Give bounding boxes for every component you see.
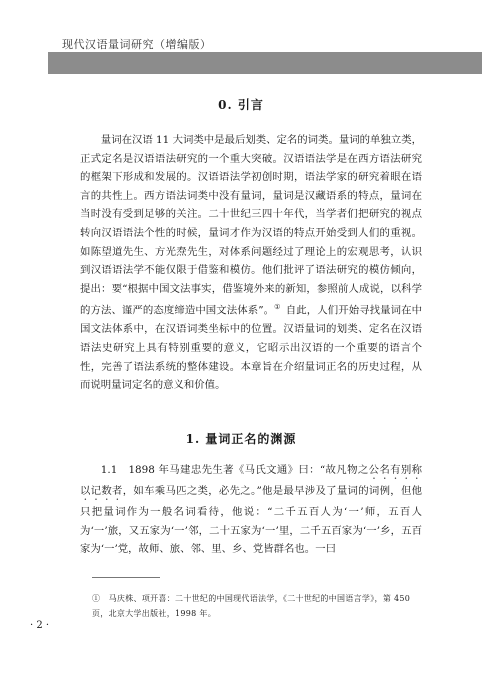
footnote-text: 马庆株、项开喜：二十世纪的中国现代语法学，《二十世纪的中国语言学》，第 450 页，北京大学出版社，1998 年。 — [92, 594, 411, 618]
origin-text-part2: ，如车乘马匹之类，必先之。”他是最早涉及了量词的词例，但他只把量词作为一般名词看待，他说：“二千五百人为‘一’师，五百人为‘一’旅，又五家为‘一’邻，二十五家为‘一’里，二千五百家为‘一’乡，五百家为‘一’党，故师、旅、邻、里、乡、党皆群名也。一曰 — [80, 485, 423, 556]
header-bar — [48, 52, 482, 74]
footnote — [92, 591, 422, 621]
intro-text-part1: 量词在汉语 11 大词类中是最后划类、定名的词类。量词的单独立类，正式定名是汉语语法研究的一个重大突破。汉语语法学是在西方语法研究的框架下形成和发展的。汉语语法学初创时期，语法学家的研究着眼在语言的共性上。西方语法词类中没有量词，量词是汉藏语系的特点，量词在当时没有受到足够的关注。二十世纪三四十年代，当学者们把研究的视点转向汉语语法个性的时候，量词才作为汉语的特点开始受到人们的重视。如陈望道先生、方光焘先生，对体系问题经过了理论上的宏观思考，认识到汉语语法学不能仅限于借鉴和模仿。他们批评了语法研究的模仿倾向，提出：要“根据中国文法事实，借鉴境外来的新知，参照前人成说，以科学的方法、谨严的态度缔造中国文法体系”。 — [80, 134, 422, 317]
footnote-reference-mark: ① — [274, 303, 281, 312]
section-heading-origin: 1. 量词正名的渊源 — [185, 432, 297, 446]
footnote-divider — [92, 577, 160, 578]
page-number: · 2 · — [30, 620, 50, 631]
introduction-paragraph — [80, 131, 422, 395]
emphasized-quote: 公名有别称以记数者 — [80, 464, 422, 497]
running-header-title: 现代汉语量词研究（增编版） — [62, 38, 212, 51]
section-heading-introduction: 0. 引言 — [218, 98, 264, 112]
intro-text-part2: 自此，人们开始寻找量词在中国文法体系中，在汉语词类坐标中的位置。汉语量词的划类、定名在汉语语法史研究上具有特别重要的意义，它昭示出汉语的一个重要的语言个性，完善了语法系统的整体建设。本章旨在介绍量词正名的历史过程，从而说明量词定名的意义和价值。 — [80, 304, 422, 392]
footnote-mark: ① — [92, 594, 101, 603]
origin-text-part1: 1.1 1898 年马建忠先生著《马氏文通》曰：“故凡物之 — [100, 464, 369, 476]
origin-paragraph — [80, 461, 422, 559]
